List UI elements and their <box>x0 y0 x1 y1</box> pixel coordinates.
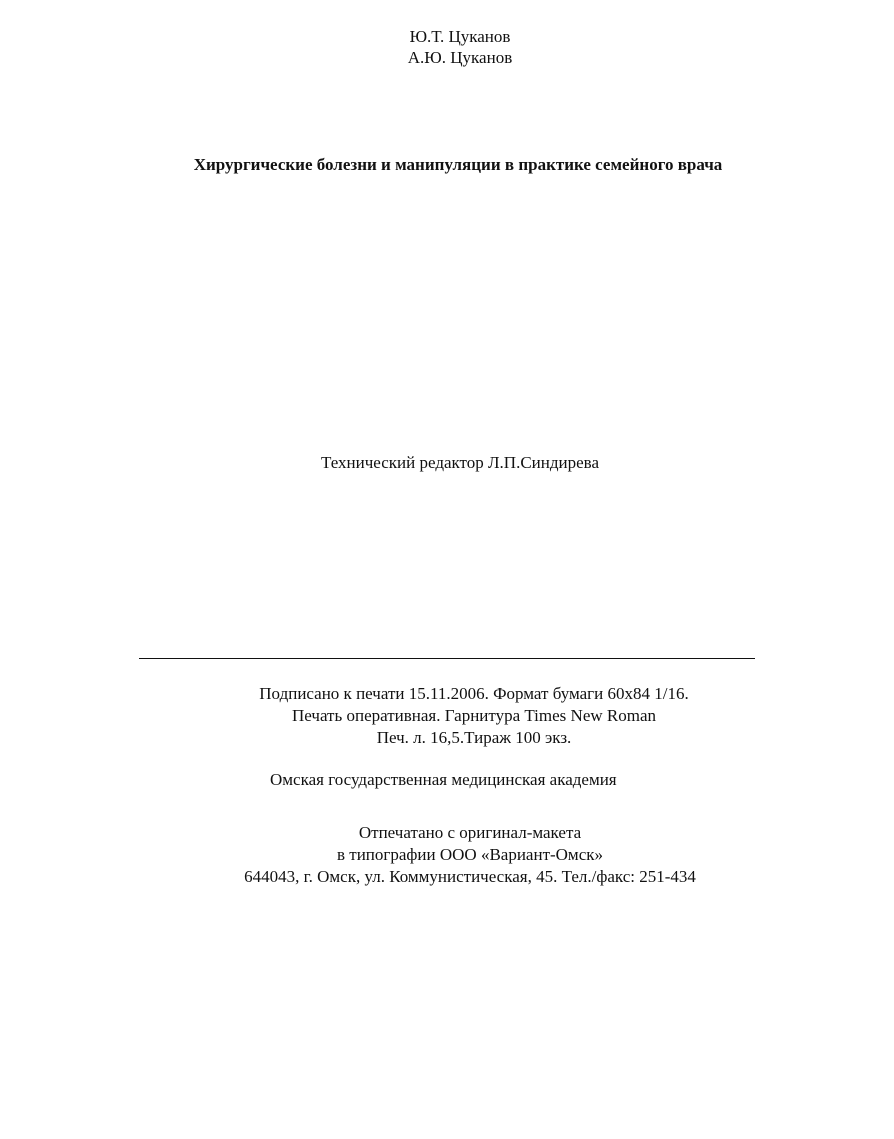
author-2: А.Ю. Цуканов <box>407 48 513 67</box>
publisher-academy: Омская государственная медицинская академия <box>270 770 617 789</box>
separator-line <box>139 658 755 659</box>
author-1: Ю.Т. Цуканов <box>409 27 511 46</box>
imprint-line-1: Подписано к печати 15.11.2006. Формат бумаги 60x84 1/16. <box>259 684 689 703</box>
imprint-line-3: Печ. л. 16,5.Тираж 100 экз. <box>376 728 572 747</box>
imprint-line-2: Печать оперативная. Гарнитура Times New Roman <box>292 706 656 725</box>
printer-line-1: Отпечатано с оригинал-макета <box>358 823 582 842</box>
technical-editor: Технический редактор Л.П.Синдирева <box>320 453 599 472</box>
book-title: Хирургические болезни и манипуляции в практике семейного врача <box>193 155 723 174</box>
printer-line-3: 644043, г. Омск, ул. Коммунистическая, 45. Тел./факс: 251-434 <box>244 867 696 886</box>
printer-line-2: в типографии ООО «Вариант-Омск» <box>336 845 603 864</box>
